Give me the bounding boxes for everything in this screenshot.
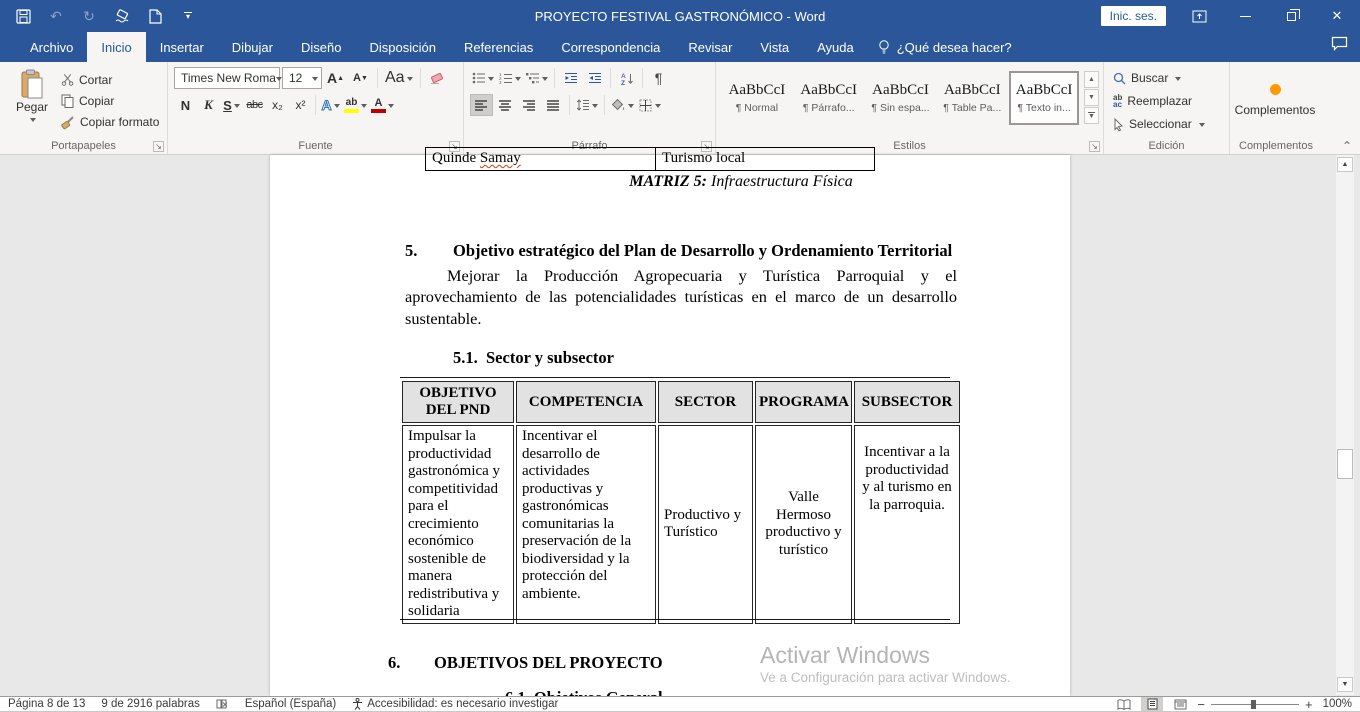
style-texto-independiente[interactable]: AaBbCcI ¶ Texto in...	[1009, 71, 1079, 125]
status-bar	[0, 696, 1360, 711]
scissors-icon	[61, 73, 74, 86]
group-portapapeles	[0, 62, 168, 154]
italic-button[interactable]: K	[204, 97, 213, 112]
format-painter-button[interactable]: Copiar formato	[58, 112, 162, 133]
table-cell: Quinde Samay	[426, 148, 656, 170]
zoom-out-button[interactable]: −	[1197, 696, 1205, 712]
matrix-caption: MATRIZ 5: Infraestructura Física	[629, 173, 853, 190]
font-color-button[interactable]: A	[369, 94, 396, 116]
paste-dropdown	[30, 118, 36, 125]
ribbon-tab-bar	[0, 32, 1360, 62]
text-effects-button[interactable]: A	[319, 94, 342, 116]
underline-button[interactable]: S	[220, 94, 243, 116]
activate-windows-watermark: Activar Windows	[760, 642, 930, 668]
superscript-button[interactable]: x²	[295, 98, 306, 112]
redo-icon[interactable]: ↻	[83, 7, 95, 24]
tab-correspondencia[interactable]: Correspondencia	[561, 39, 661, 55]
window-title: PROYECTO FESTIVAL GASTRONÓMICO - Word	[534, 8, 826, 24]
align-left-icon	[475, 100, 488, 111]
language-indicator[interactable]: Español (España)	[244, 698, 337, 710]
group-label-portapapeles: Portapapeles	[51, 140, 116, 152]
cursor-arrow-icon	[1113, 118, 1124, 131]
tab-vista[interactable]: Vista	[760, 39, 790, 55]
format-painter-icon	[61, 115, 75, 129]
style-table-paragraph[interactable]: AaBbCcI ¶ Table Pa...	[943, 82, 1002, 114]
table-cell: Impulsar la productividad gastronómica y competitividad para el crecimiento económico sostenible de manera redistributiva y solidaria	[402, 425, 514, 624]
multilevel-list-button[interactable]	[524, 67, 550, 89]
customize-qat-icon[interactable]: ▾	[185, 12, 190, 21]
comments-icon[interactable]	[1331, 36, 1348, 56]
cut-button[interactable]: Cortar	[58, 69, 162, 90]
tab-ayuda[interactable]: Ayuda	[817, 39, 854, 55]
grow-font-button[interactable]: A ▲	[326, 70, 345, 86]
zoom-slider[interactable]	[1211, 704, 1299, 705]
search-icon	[1113, 72, 1126, 85]
table-header: COMPETENCIA	[516, 381, 656, 423]
style-sin-espaciado[interactable]: AaBbCcI ¶ Sin espa...	[871, 82, 930, 114]
minimize-button[interactable]	[1222, 0, 1268, 32]
undo-icon[interactable]: ↶	[50, 7, 62, 24]
tab-archivo[interactable]: Archivo	[30, 39, 74, 55]
zoom-slider-thumb[interactable]	[1251, 700, 1256, 709]
page-indicator[interactable]: Página 8 de 13	[8, 698, 86, 710]
document-page[interactable]	[270, 150, 1070, 696]
ribbon-display-options-button[interactable]	[1176, 0, 1222, 32]
clipboard-icon	[19, 69, 45, 100]
zoom-level[interactable]: 100%	[1322, 698, 1352, 710]
tab-insertar[interactable]: Insertar	[159, 39, 204, 55]
tab-referencias[interactable]: Referencias	[463, 39, 534, 55]
group-edicion	[1104, 62, 1230, 154]
group-label-parrafo: Párrafo	[571, 140, 608, 152]
shading-button[interactable]	[609, 94, 636, 116]
accessibility-icon	[352, 698, 363, 710]
proofing-status[interactable]	[216, 698, 229, 710]
tab-dibujar[interactable]: Dibujar	[231, 39, 273, 55]
table-header: SUBSECTOR	[854, 381, 960, 423]
styles-scroll-up[interactable]: ▲	[1084, 71, 1099, 88]
scroll-up-arrow[interactable]: ▲	[1337, 157, 1353, 172]
fuente-dialog-launcher[interactable]: ↘	[449, 141, 460, 152]
group-parrafo	[464, 62, 716, 154]
draw-touch-icon[interactable]	[113, 6, 131, 26]
window-controls	[1176, 0, 1360, 32]
tab-inicio[interactable]: Inicio	[87, 32, 145, 62]
group-complementos	[1230, 62, 1322, 154]
svg-text:2: 2	[499, 76, 502, 81]
eraser-icon	[429, 71, 445, 85]
styles-gallery-more[interactable]: ▼	[1084, 107, 1099, 124]
svg-text:3: 3	[499, 80, 502, 85]
tab-revisar[interactable]: Revisar	[688, 39, 733, 55]
paragraph-5: Mejorar la Producción Agropecuaria y Turística Parroquial y el aprovechamiento de las potencialidades turísticas en el marco de un desarrollo sustentable.	[405, 266, 957, 328]
group-label-edicion: Edición	[1148, 140, 1185, 152]
align-left-button[interactable]	[470, 94, 493, 116]
decrease-indent-button[interactable]	[559, 67, 582, 89]
table-row	[402, 425, 960, 624]
change-case-button[interactable]: Aa	[383, 67, 415, 89]
align-right-icon	[523, 100, 536, 111]
top-table-row	[425, 147, 875, 171]
table-cell: Turismo local	[662, 150, 746, 166]
font-family-combobox[interactable]: Times New Roma	[174, 67, 280, 89]
copy-button[interactable]: Copiar	[58, 90, 162, 111]
replace-button[interactable]: ab ac Reemplazar	[1113, 93, 1193, 109]
table-header: PROGRAMA	[755, 381, 852, 423]
style-parrafo[interactable]: AaBbCcI ¶ Párrafo...	[800, 82, 858, 114]
web-layout-button[interactable]	[1169, 697, 1191, 711]
tab-diseno[interactable]: Diseño	[300, 39, 342, 55]
select-button[interactable]: Seleccionar	[1110, 113, 1225, 135]
svg-text:Z: Z	[620, 79, 625, 87]
table-cell: Productivo y Turístico	[658, 425, 753, 624]
style-normal[interactable]: AaBbCcI ¶ Normal	[728, 82, 786, 114]
clear-formatting-button[interactable]	[426, 67, 449, 89]
paint-bucket-icon	[611, 99, 626, 112]
table-header: OBJETIVO DEL PND	[402, 381, 514, 423]
table-cell: Valle Hermoso productivo y turístico	[755, 425, 852, 624]
group-estilos	[716, 62, 1104, 154]
addins-button[interactable]: Complementos	[1236, 67, 1314, 133]
show-marks-button[interactable]: ¶	[654, 70, 663, 86]
tab-disposicion[interactable]: Disposición	[369, 39, 436, 55]
print-layout-button[interactable]	[1141, 697, 1163, 711]
styles-gallery-scroll	[1084, 71, 1099, 124]
addin-dot-icon	[1270, 84, 1281, 95]
group-fuente	[168, 62, 464, 154]
table-header-row	[402, 381, 960, 423]
heading-5-1: 5.1. Sector y subsector	[453, 348, 615, 367]
portapapeles-dialog-launcher[interactable]: ↘	[153, 141, 164, 152]
collapse-ribbon-icon[interactable]: ⌃	[1341, 139, 1352, 153]
font-size-combobox[interactable]: 12	[282, 67, 322, 89]
svg-text:A: A	[620, 72, 626, 80]
proofing-error-icon	[216, 698, 229, 710]
read-mode-icon	[1117, 699, 1131, 710]
heading-6: 6. OBJETIVOS DEL PROYECTO	[388, 653, 663, 672]
justify-button[interactable]	[542, 94, 565, 116]
shrink-font-button[interactable]: A ▼	[353, 72, 368, 84]
table-header: SECTOR	[658, 381, 753, 423]
line-spacing-button[interactable]	[574, 94, 600, 116]
numbering-button[interactable]	[497, 67, 523, 89]
strikethrough-button[interactable]: abc	[246, 99, 263, 111]
table-bottom-border	[400, 619, 950, 620]
save-icon[interactable]	[14, 6, 32, 26]
parrafo-dialog-launcher[interactable]: ↘	[701, 141, 712, 152]
table-cell: Incentivar a la productividad y al turismo en la parroquia.	[854, 425, 960, 624]
tell-me-box[interactable]: ¿Qué desea hacer?	[868, 32, 1022, 62]
subscript-button[interactable]: x₂	[272, 98, 283, 112]
scrollbar-thumb[interactable]	[1337, 449, 1353, 479]
sort-icon	[620, 72, 634, 85]
find-button[interactable]: Buscar	[1110, 67, 1225, 89]
group-label-complementos: Complementos	[1239, 140, 1313, 152]
styles-scroll-down[interactable]: ▼	[1084, 89, 1099, 106]
borders-icon	[639, 99, 653, 112]
increase-indent-button[interactable]	[583, 67, 606, 89]
activate-windows-subtext: Ve a Configuración para activar Windows.	[760, 670, 1011, 685]
align-right-button[interactable]	[518, 94, 541, 116]
zoom-in-button[interactable]: +	[1304, 696, 1313, 712]
line-spacing-icon	[576, 99, 590, 111]
table-cell: Incentivar el desarrollo de actividades productivas y gastronómicas comunitarias la preservación de la biodiversidad y la protección del ambiente.	[516, 425, 656, 624]
group-label-fuente: Fuente	[298, 140, 333, 152]
align-center-icon	[499, 100, 512, 111]
bold-button[interactable]: N	[180, 97, 191, 113]
text-highlight-button[interactable]: ab	[342, 94, 369, 116]
paste-button[interactable]: Pegar	[6, 67, 58, 135]
ribbon	[0, 62, 1360, 155]
restore-button[interactable]	[1268, 0, 1314, 32]
title-bar	[0, 0, 1360, 32]
read-mode-button[interactable]	[1113, 697, 1135, 711]
scroll-down-arrow[interactable]: ▼	[1337, 677, 1353, 692]
increase-indent-icon	[588, 72, 602, 84]
lightbulb-icon	[878, 39, 890, 55]
word-count[interactable]: 9 de 2916 palabras	[101, 698, 200, 710]
group-label-estilos: Estilos	[893, 140, 926, 152]
justify-icon	[547, 100, 560, 111]
table-top-border	[400, 377, 950, 378]
multilevel-list-icon	[526, 72, 540, 84]
align-center-button[interactable]	[494, 94, 517, 116]
document-canvas	[0, 150, 1360, 696]
sign-in-button[interactable]: Inic. ses.	[1101, 6, 1166, 26]
bullets-button[interactable]	[470, 67, 496, 89]
print-layout-icon	[1147, 698, 1158, 710]
new-document-icon[interactable]	[146, 6, 164, 26]
copy-icon	[61, 94, 74, 108]
vertical-scrollbar[interactable]	[1336, 155, 1354, 695]
borders-button[interactable]	[637, 94, 663, 116]
decrease-indent-icon	[564, 72, 578, 84]
sort-button[interactable]	[615, 67, 638, 89]
bullet-list-icon	[472, 72, 486, 84]
quick-access-toolbar	[14, 0, 197, 32]
web-layout-icon	[1174, 699, 1187, 710]
matrix-table	[400, 379, 962, 626]
numbered-list-icon	[499, 72, 513, 84]
estilos-dialog-launcher[interactable]: ↘	[1089, 141, 1100, 152]
replace-icon: ab ac	[1113, 93, 1123, 109]
svg-text:1: 1	[499, 72, 502, 77]
heading-5: 5. Objetivo estratégico del Plan de Desarrollo y Ordenamiento Territorial	[405, 241, 953, 260]
close-button[interactable]: ✕	[1331, 8, 1343, 23]
accessibility-status[interactable]: Accesibilidad: es necesario investigar	[352, 698, 558, 710]
